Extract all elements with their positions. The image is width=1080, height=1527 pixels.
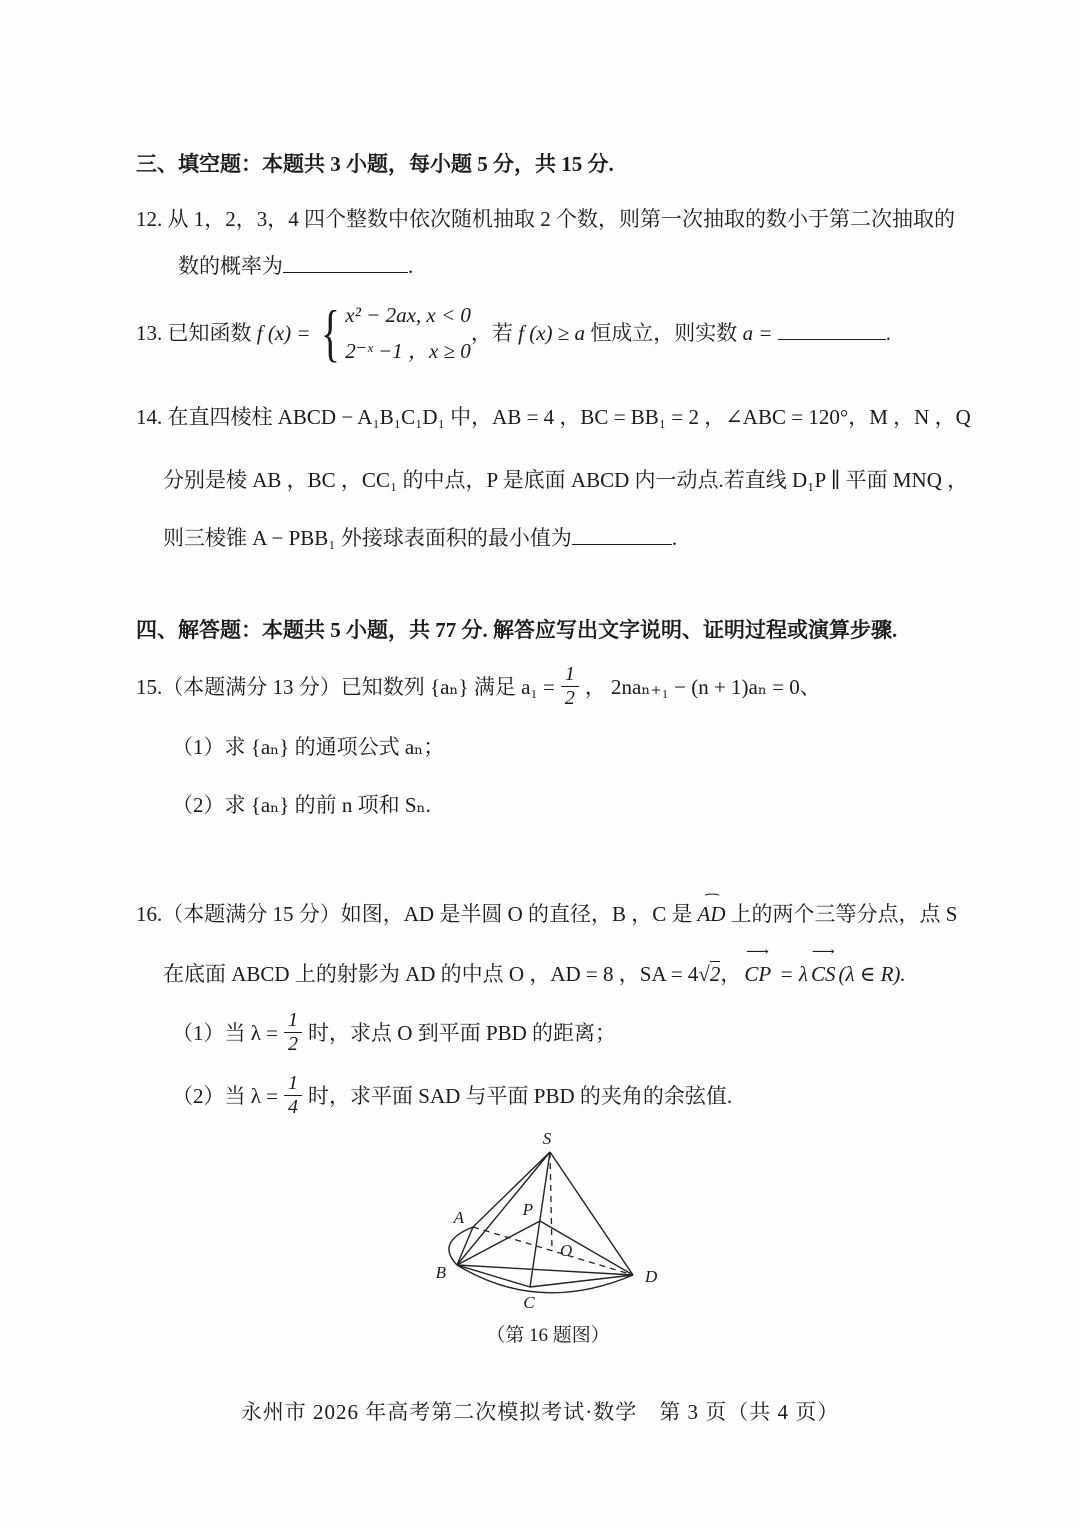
q15-line [136, 661, 821, 713]
figure-caption: （第 16 题图） [486, 1325, 610, 1346]
label-B: B [435, 1263, 446, 1282]
q16-part2: （2）当 λ = $\frac{1}{4}$ 时，求平面 SAD 与平面 PBD 的夹角的余弦值. [172, 1072, 733, 1118]
q16-part1: （1）当 λ = $\frac{1}{2}$ 时，求点 O 到平面 PBD 的距离； [172, 1009, 617, 1055]
vector-arrow-icon: ⟶ [811, 945, 835, 960]
q16-vec-eq: = λ [779, 962, 808, 986]
label-O: O [560, 1241, 573, 1260]
figure-solid-edges [449, 1152, 633, 1293]
q14-period: . [671, 526, 678, 550]
q13-tail: ，若 f (x) ≥ a 恒成立，则实数 a = . [470, 320, 891, 345]
q13-case1: x² − 2ax, x < 0 [345, 303, 471, 328]
q16-line1-tail: 上的两个三等分点，点 S [730, 902, 958, 926]
q15-part2: （2）求 {aₙ} 的前 n 项和 Sₙ. [172, 793, 431, 817]
vector-CP: ⟶ CP [744, 960, 771, 988]
q12-line2-text: 数的概率为 [178, 254, 283, 278]
q13-lead: 13. 已知函数 f (x) = [136, 320, 311, 345]
label-S: S [542, 1129, 552, 1148]
q12-line1: 12. 从 1，2，3，4 四个整数中依次随机抽取 2 个数，则第一次抽取的数小于第二次抽取的 [136, 207, 955, 231]
q16-line1-lead: 16.（本题满分 15 分）如图，AD 是半圆 O 的直径，B ，C 是 [136, 902, 693, 926]
arc-over-AD: ⌢ AD [698, 900, 726, 928]
q14-line2: 分别是棱 AB ，BC ，CC₁ 的中点，P 是底面 ABCD 内一动点.若直线 D₁P ∥ 平面 MNQ ， [163, 468, 969, 492]
cases-brace: { [320, 296, 340, 368]
q15-part1: （1）求 {aₙ} 的通项公式 aₙ； [172, 735, 445, 759]
radicand: 2 [709, 962, 721, 986]
page-footer: 永州市 2026 年高考第二次模拟考试·数学 第 3 页（共 4 页） [240, 1400, 840, 1424]
label-A: A [453, 1208, 464, 1227]
section3-header: 三、填空题：本题共 3 小题，每小题 5 分，共 15 分. [136, 152, 614, 176]
answer-blank [572, 524, 672, 545]
figure-dashed-edges [473, 1152, 633, 1275]
q16-line2-tail: (λ ∈ R). [838, 962, 906, 986]
fraction-one-quarter: $\frac{1}{4}$ [284, 1073, 302, 1118]
q12-line2 [178, 252, 413, 280]
vector-CS: ⟶ CS [810, 945, 836, 986]
q16-line2 [163, 945, 906, 988]
q14-line1: 14. 在直四棱柱 ABCD − A₁B₁C₁D₁ 中，AB = 4 ，BC = BB₁ = 2 ，∠ABC = 120°，M ，N ，Q [136, 405, 971, 429]
q13-fx: f (x) = [256, 320, 311, 345]
q13-piecewise [345, 301, 471, 365]
label-D: D [645, 1267, 658, 1286]
q13-case2: 2⁻ˣ −1 ，x ≥ 0 [345, 338, 471, 363]
answer-blank [283, 252, 408, 273]
section4-header: 四、解答题：本题共 5 小题，共 77 分. 解答应写出文字说明、证明过程或演算步骤. [136, 618, 898, 642]
fraction-one-half: $\frac{1}{2}$ [284, 1010, 302, 1055]
semicircle-arc-bottom [457, 1265, 633, 1293]
sqrt-icon: √ [698, 962, 710, 986]
q16-line1 [136, 887, 958, 928]
q14-line3-text: 则三棱锥 A − PBB₁ 外接球表面积的最小值为 [163, 526, 572, 550]
dashed-SO [550, 1152, 552, 1250]
q14-line3 [163, 524, 677, 552]
q15-recurrence: ， 2naₙ₊₁ − (n + 1)aₙ = 0、 [584, 674, 821, 699]
arc-icon: ⌢ [702, 887, 721, 902]
q12-period: . [408, 254, 414, 278]
q15-lead: 15.（本题满分 13 分）已知数列 {aₙ} 满足 a₁ = [136, 674, 555, 699]
fraction-one-half: $\frac{1}{2}$ [561, 664, 579, 709]
label-C: C [523, 1293, 535, 1312]
q13-line [136, 296, 891, 368]
vector-arrow-icon: ⟶ [746, 945, 770, 960]
answer-blank [778, 319, 886, 340]
q16-line2-lead: 在底面 ABCD 上的射影为 AD 的中点 O ，AD = 8 ，SA = 4 [163, 962, 699, 986]
q16-line2-mid: ， [720, 962, 742, 986]
label-P: P [522, 1200, 533, 1219]
q16-figure [400, 1118, 720, 1318]
